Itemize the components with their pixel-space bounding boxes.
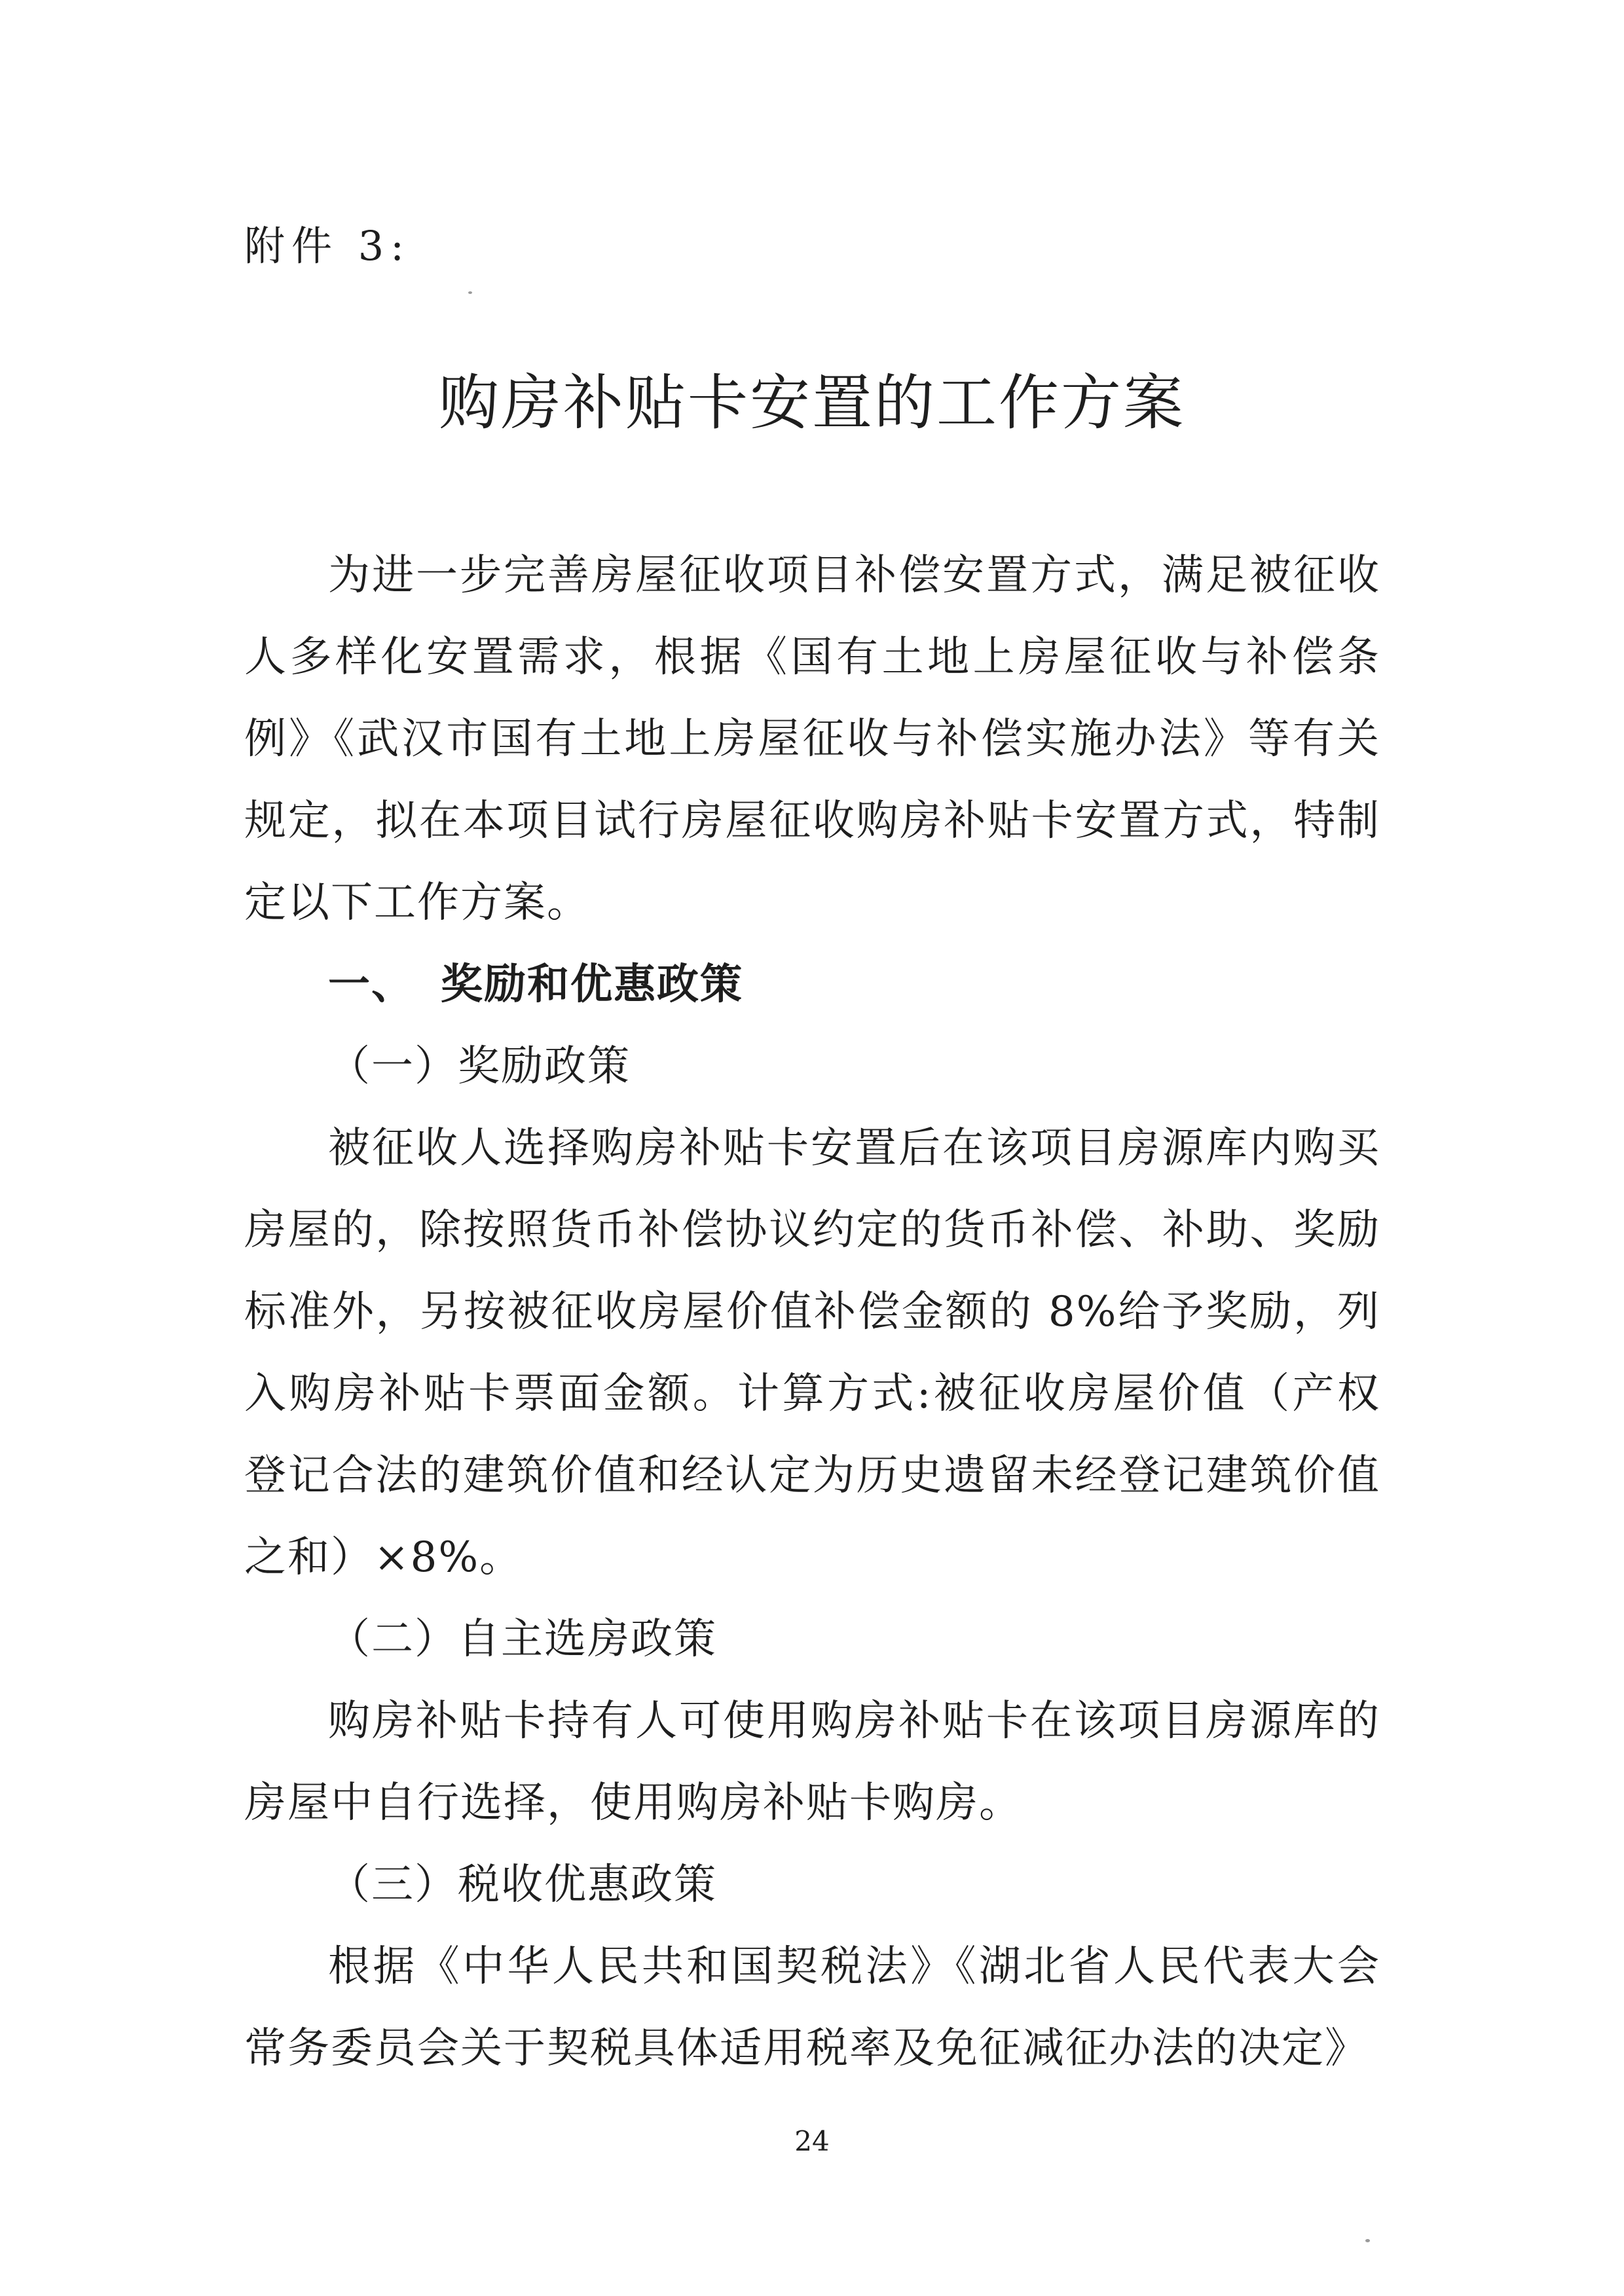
subsection-heading-3: （三）税收优惠政策 [328, 1861, 717, 1909]
subsection-paragraph-1: 被征收人选择购房补贴卡安置后在该项目房源库内购买房屋的，除按照货币补偿协议约定的货币补偿、补助、奖励标准外，另按被征收房屋价值补偿金额的 8%给予奖励，列入购房补贴卡票面金额。计算方式:被征收房屋价值（产权登记合法的建筑价值和经认定为历史遗留未经登记建筑价值之和）×8%。 [244, 1124, 1380, 1582]
subsection-paragraph-3: 根据《中华人民共和国契税法》《湖北省人民代表大会常务委员会关于契税具体适用税率及免征减征办法的决定》 [244, 1942, 1380, 2073]
scan-speck [1365, 2239, 1370, 2242]
scan-speck [468, 291, 472, 294]
subsection-heading-1: （一）奖励政策 [328, 1042, 631, 1091]
section-number: 一、 [328, 960, 415, 1009]
attachment-label: 附件 3: [244, 222, 411, 270]
subsection-paragraph-2: 购房补贴卡持有人可使用购房补贴卡在该项目房源库的房屋中自行选择，使用购房补贴卡购房。 [244, 1697, 1380, 1827]
intro-paragraph: 为进一步完善房屋征收项目补偿安置方式，满足被征收人多样化安置需求，根据《国有土地上房屋征收与补偿条例》《武汉市国有土地上房屋征收与补偿实施办法》等有关规定，拟在本项目试行房屋征收购房补贴卡安置方式，特制定以下工作方案。 [244, 551, 1380, 927]
subsection-heading-2: （二）自主选房政策 [328, 1615, 717, 1664]
document-title: 购房补贴卡安置的工作方案 [438, 368, 1185, 438]
document-body [244, 535, 1380, 2090]
page-number: 24 [794, 2125, 830, 2157]
section-title: 奖励和优惠政策 [441, 960, 743, 1009]
section-heading-1 [244, 944, 1380, 1026]
